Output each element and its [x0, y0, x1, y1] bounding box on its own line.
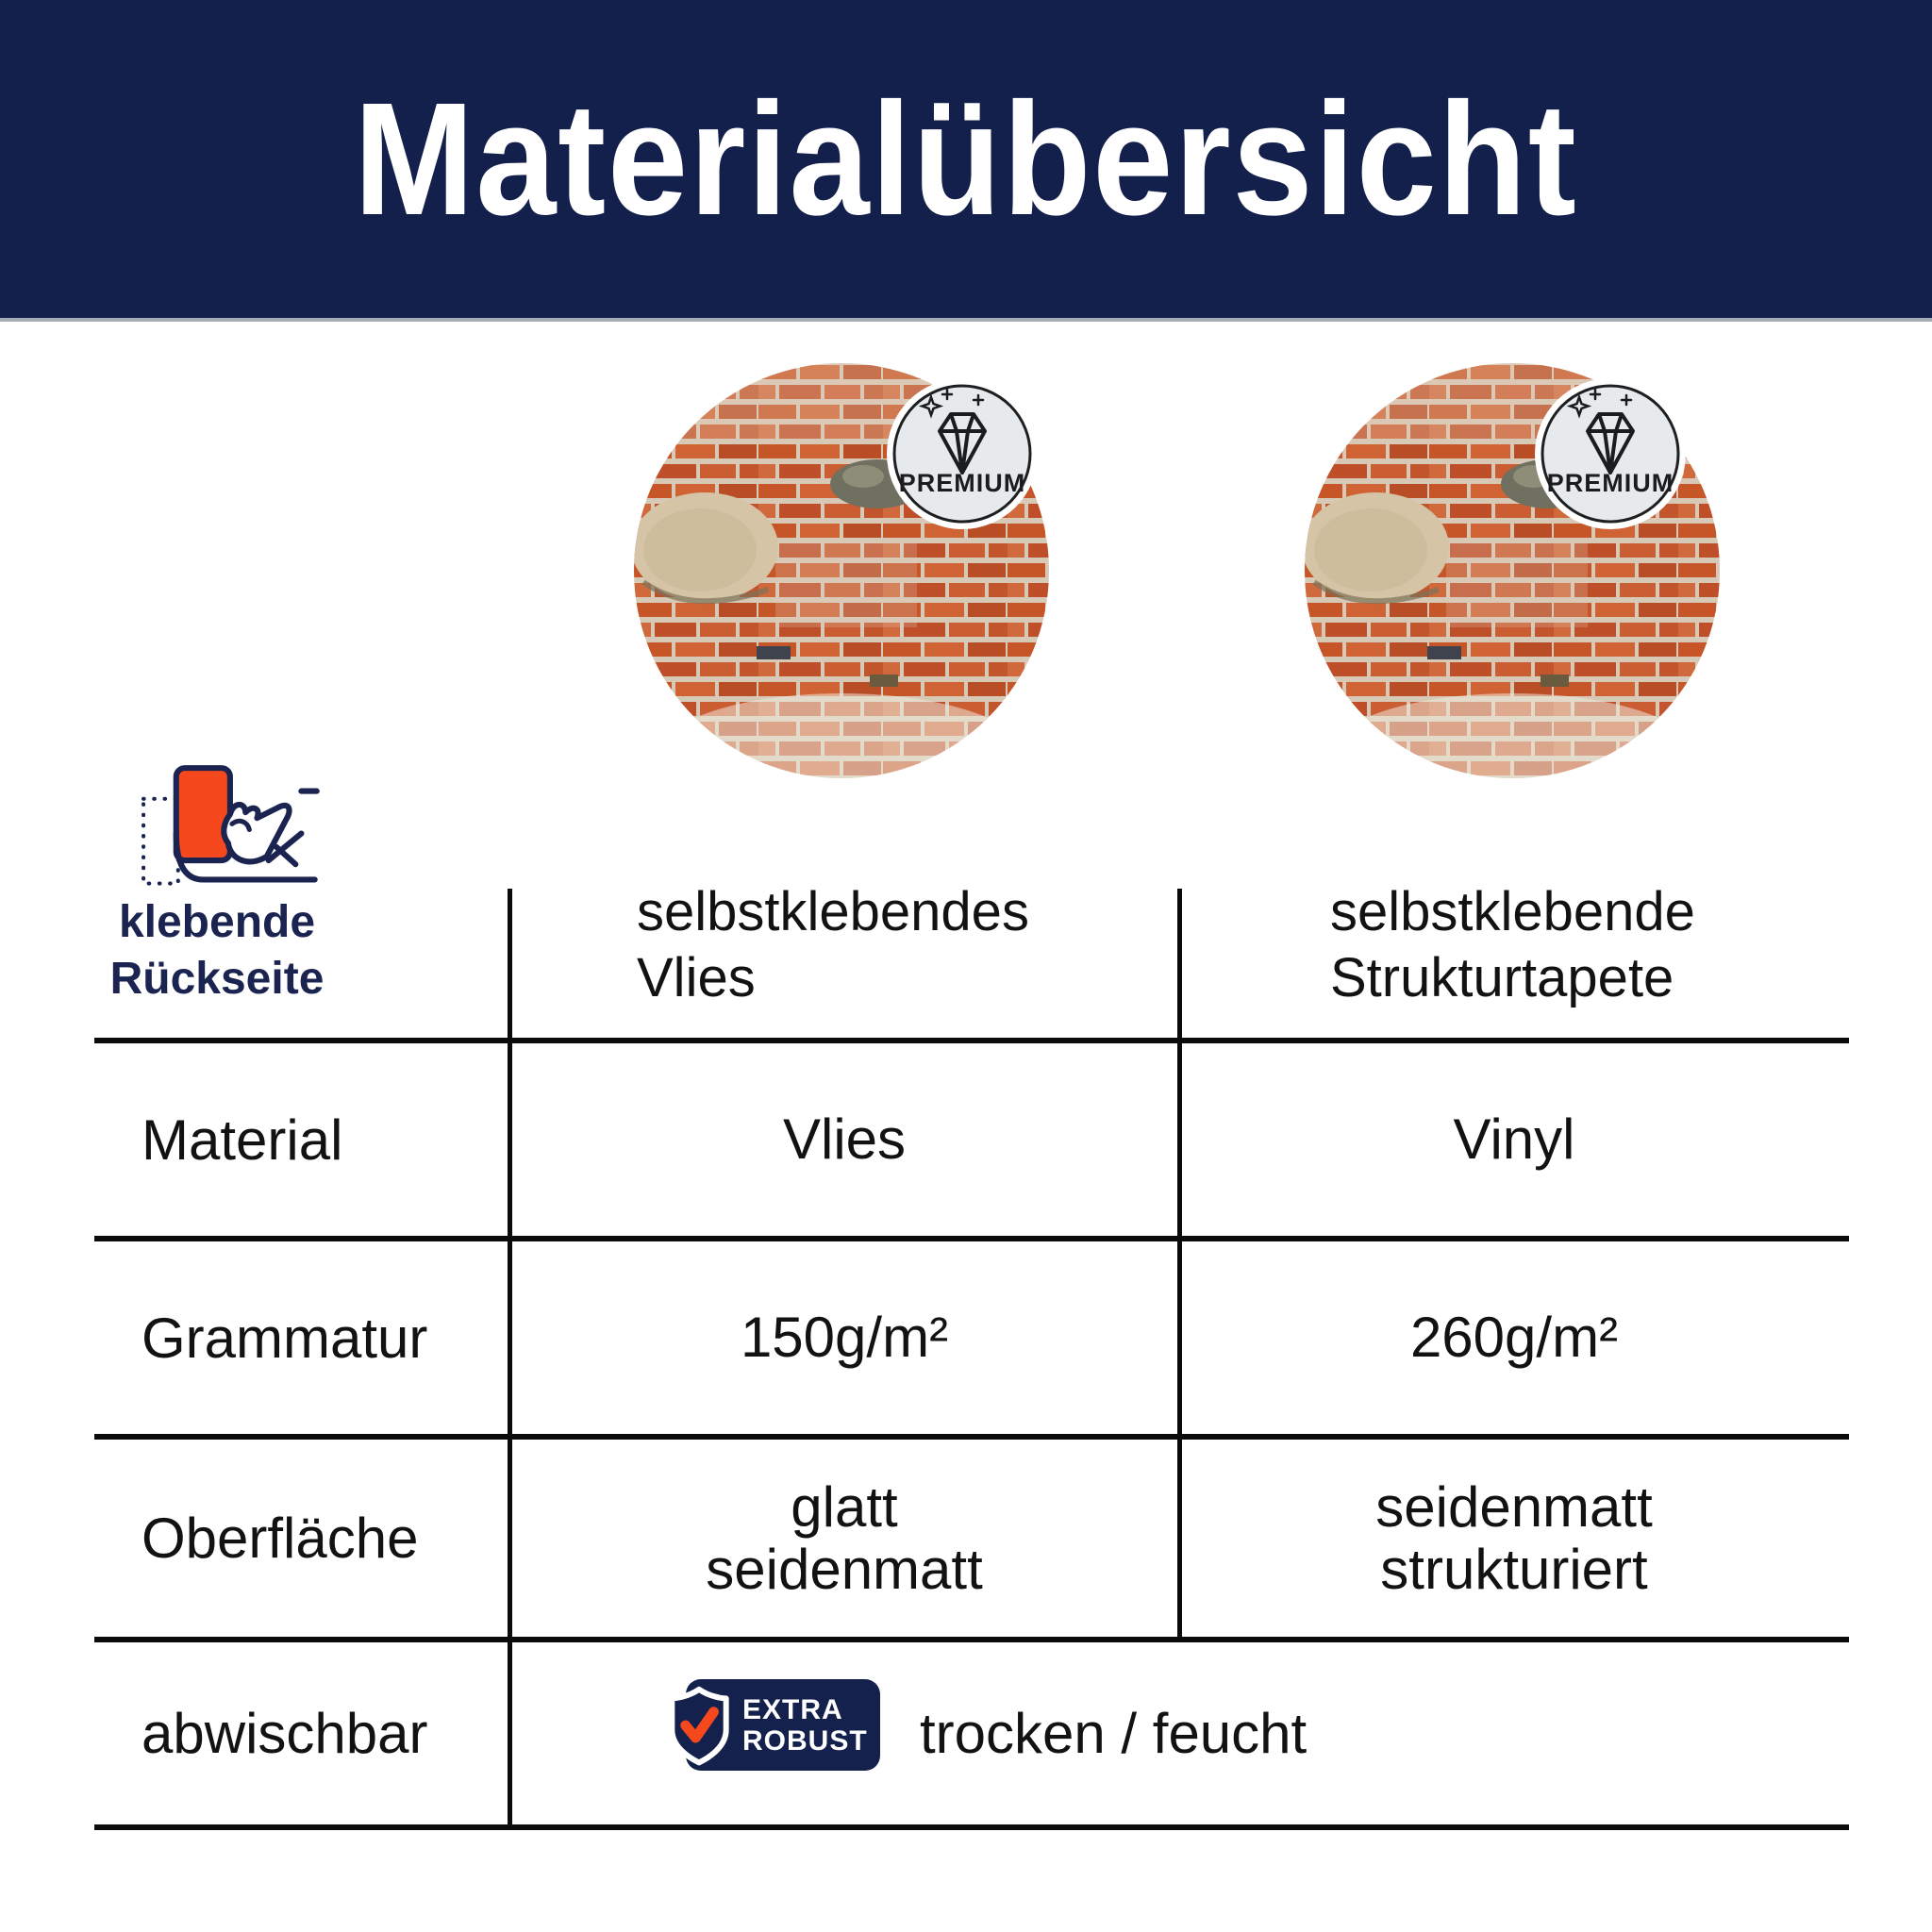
material-value-col2: Vinyl [1453, 1108, 1575, 1171]
premium-badge-label: PREMIUM [898, 469, 1026, 497]
grammatur-value-col2: 260g/m² [1409, 1306, 1619, 1369]
adhesive-back-icon [140, 762, 328, 890]
oberflaeche-col2-line1: seidenmatt [1375, 1474, 1653, 1539]
extra-robust-badge-text [742, 1679, 868, 1771]
feature-label-adhesive-back [57, 894, 377, 1008]
page-title: Materialübersicht [354, 69, 1578, 249]
row-label-oberflaeche: Oberfläche [142, 1507, 419, 1570]
oberflaeche-col2-line2: strukturiert [1380, 1537, 1648, 1601]
column-header-line2: Vlies [637, 947, 756, 1008]
premium-badge-2 [1535, 378, 1686, 529]
column-header-line1: selbstklebendes [637, 881, 1029, 942]
feature-label-line2: Rückseite [109, 954, 325, 1004]
peel-sticker-hand-icon [140, 762, 328, 888]
premium-badge-1 [887, 378, 1038, 529]
oberflaeche-col1-line1: glatt [791, 1474, 898, 1539]
column-header-line2: Strukturtapete [1330, 947, 1674, 1008]
diamond-icon [887, 378, 1038, 529]
column-header-strukturtapete [1330, 879, 1695, 1011]
oberflaeche-col1-line2: seidenmatt [706, 1537, 983, 1601]
extra-robust-line2: ROBUST [742, 1724, 868, 1757]
header-banner [0, 0, 1932, 318]
feature-label-line1: klebende [118, 897, 316, 947]
row-label-abwischbar: abwischbar [142, 1702, 428, 1765]
extra-robust-badge [665, 1679, 880, 1771]
row-label-material: Material [142, 1108, 343, 1172]
row-label-grammatur: Grammatur [142, 1306, 428, 1370]
column-header-line1: selbstklebende [1330, 881, 1695, 942]
shield-check-icon [665, 1685, 733, 1766]
extra-robust-line1: EXTRA [742, 1693, 843, 1725]
header-divider-line [0, 318, 1932, 322]
column-header-vlies [637, 879, 1029, 1011]
material-value-col1: Vlies [782, 1108, 907, 1171]
diamond-icon [1535, 378, 1686, 529]
premium-badge-label: PREMIUM [1546, 469, 1674, 497]
oberflaeche-value-col2 [1179, 1440, 1849, 1637]
abwischbar-value: trocken / feucht [920, 1702, 1307, 1765]
grammatur-value-col1: 150g/m² [740, 1306, 949, 1369]
oberflaeche-value-col1 [509, 1440, 1179, 1637]
table-rule-5 [94, 1824, 1849, 1830]
